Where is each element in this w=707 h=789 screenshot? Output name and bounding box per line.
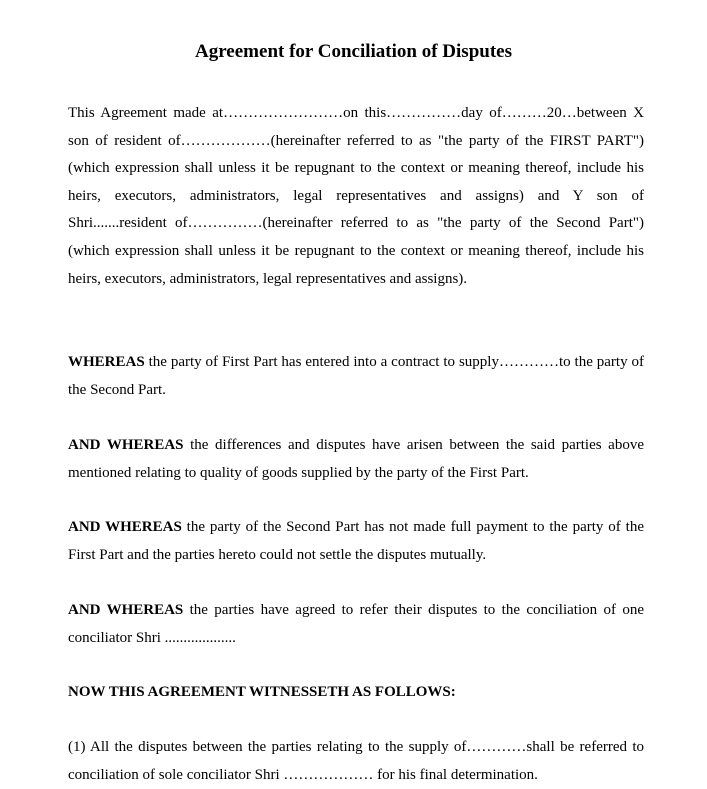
whereas-lead-2: AND WHEREAS — [68, 437, 184, 453]
document-title: Agreement for Conciliation of Disputes — [195, 41, 512, 62]
whereas-paragraph-2 — [68, 432, 644, 487]
whereas-lead-3: AND WHEREAS — [68, 519, 182, 535]
whereas-lead-1: WHEREAS — [68, 354, 145, 370]
whereas-text-2: the differences and disputes have arisen between the said parties above mentioned relating to quality of goods supplied by the party of the First Part. — [68, 437, 644, 481]
clause-1: (1) All the disputes between the parties relating to the supply of…………shall be referred to conciliation of sole conciliator Shri ……………… for his final determination. — [68, 739, 644, 783]
whereas-paragraph-1 — [68, 349, 644, 404]
whereas-text-4: the parties have agreed to refer their disputes to the conciliation of one conciliator Shri ................... — [68, 602, 644, 646]
intro-paragraph: This Agreement made at……………………on this……………day of………20…between X son of resident of………………(hereinafter referred to as "the party of the FIRST PART") (which expression shall unless it be repugnant to the context or meaning thereof, include his heirs, executors, administrators, legal representatives and assigns) and Y son of Shri.......resident of……………(hereinafter referred to as "the party of the Second Part") (which expression shall unless it be repugnant to the context or meaning thereof, include his heirs, executors, administrators, legal representatives and assigns). — [68, 105, 644, 287]
whereas-paragraph-4 — [68, 597, 644, 652]
witnesseth-heading: NOW THIS AGREEMENT WITNESSETH AS FOLLOWS: — [68, 684, 456, 700]
whereas-paragraph-3 — [68, 514, 644, 569]
whereas-text-1: the party of First Part has entered into a contract to supply…………to the party of the Second Part. — [68, 354, 644, 398]
whereas-text-3: the party of the Second Part has not made full payment to the party of the First Part and the parties hereto could not settle the disputes mutually. — [68, 519, 644, 563]
whereas-lead-4: AND WHEREAS — [68, 602, 184, 618]
